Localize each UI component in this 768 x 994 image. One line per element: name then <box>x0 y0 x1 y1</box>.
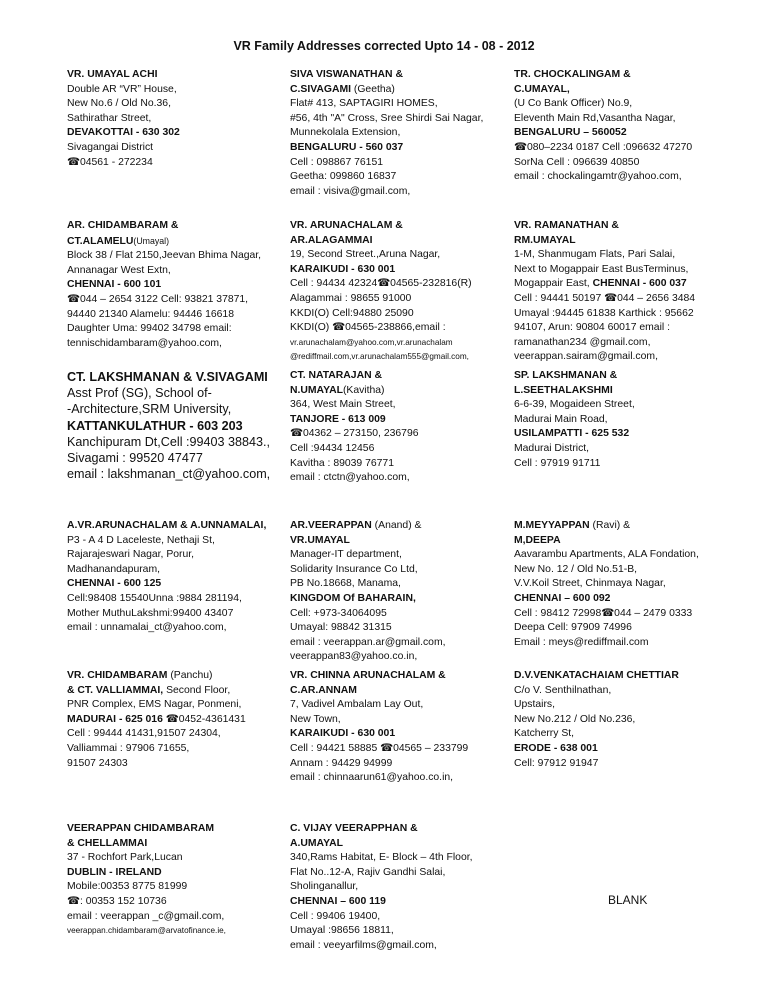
address-line: Cell :94434 12456 <box>290 442 375 454</box>
address-line: 37 - Rochfort Park,Lucan <box>67 852 183 864</box>
address-line: Madurai Main Road, <box>514 413 608 425</box>
address-line: email : unnamalai_ct@yahoo.com, <box>67 622 227 634</box>
address-block <box>514 219 695 365</box>
address-line: AR. CHIDAMBARAM & <box>67 220 179 231</box>
address-line: CHENNAI – 600 119 <box>290 895 386 907</box>
address-line: ☎04362 – 273150, 236796 <box>290 428 419 440</box>
address-line: P3 - A 4 D Laceleste, Nethaji St, <box>67 534 215 546</box>
address-line: KKDI(O) Cell:94880 25090 <box>290 307 414 319</box>
address-line: email : veerappan.ar@gmail.com, <box>290 636 446 648</box>
address-block <box>290 219 472 365</box>
address-line: 91507 24303 <box>67 757 128 769</box>
address-line: 364, West Main Street, <box>290 399 396 411</box>
address-line: CHENNAI – 600 092 <box>514 592 611 604</box>
address-line: Madhanandapuram, <box>67 563 161 575</box>
address-line: VR.UMAYAL <box>290 534 350 546</box>
address-line: VEERAPPAN CHIDAMBARAM <box>67 823 215 834</box>
address-line: M.MEYYAPPAN (Ravi) & <box>514 520 631 531</box>
address-block <box>290 68 483 199</box>
address-line: TR. CHOCKALINGAM & <box>514 69 631 80</box>
address-block <box>514 369 635 471</box>
address-line: 1-M, Shanmugam Flats, Pari Salai, <box>514 249 676 261</box>
address-line: email : chinnaarun61@yahoo.co.in, <box>290 772 454 784</box>
address-line: VR. ARUNACHALAM & <box>290 220 403 231</box>
address-line: Mogappair East, CHENNAI - 600 037 <box>514 278 687 290</box>
address-block <box>290 369 419 486</box>
address-line: 340,Rams Habitat, E- Block – 4th Floor, <box>290 852 473 864</box>
address-line: 6-6-39, Mogaideen Street, <box>514 399 635 411</box>
address-line: veerappan.sairam@gmail.com, <box>514 351 658 363</box>
address-line: & CHELLAMMAI <box>67 837 148 849</box>
address-block <box>67 219 261 351</box>
address-line: Upstairs, <box>514 699 555 711</box>
address-line: Rajarajeswari Nagar, Porur, <box>67 549 195 561</box>
address-line: AR.ALAGAMMAI <box>290 234 373 246</box>
address-line: KINGDOM Of BAHARAIN, <box>290 592 416 604</box>
address-line: Sivagangai District <box>67 141 154 153</box>
address-line: DEVAKOTTAI - 630 302 <box>67 127 180 139</box>
address-line: CT. LAKSHMANAN & V.SIVAGAMI <box>67 370 268 384</box>
address-line: Mobile:00353 8775 81999 <box>67 881 188 893</box>
address-line: C/o V. Senthilnathan, <box>514 684 612 696</box>
address-line: New Town, <box>290 713 341 725</box>
address-line: C. VIJAY VEERAPPHAN & <box>290 823 418 834</box>
address-line: @rediffmail.com,vr.arunachalam555@gmail.com, <box>290 352 469 362</box>
address-line: Cell:98408 15540Unna :9884 281194, <box>67 592 242 604</box>
address-line: Cell: +973-34064095 <box>290 607 387 619</box>
address-line: TANJORE - 613 009 <box>290 413 386 425</box>
address-block <box>67 369 270 482</box>
address-line: Annam : 94429 94999 <box>290 757 393 769</box>
address-block <box>290 519 446 665</box>
address-line: KATTANKULATHUR - 603 203 <box>67 418 243 433</box>
address-line: D.V.VENKATACHAIAM CHETTIAR <box>514 670 679 681</box>
address-line: AR.VEERAPPAN (Anand) & <box>290 520 422 531</box>
address-line: Umayal: 98842 31315 <box>290 622 392 634</box>
address-line: -Architecture,SRM University, <box>67 402 232 417</box>
address-line: Email : meys@rediffmail.com <box>514 636 649 648</box>
address-line: Geetha: 099860 16837 <box>290 171 397 183</box>
address-line: Manager-IT department, <box>290 549 402 561</box>
address-line: PNR Complex, EMS Nagar, Ponmeni, <box>67 699 242 711</box>
address-line: Solidarity Insurance Co Ltd, <box>290 563 418 575</box>
address-line: SP. LAKSHMANAN & <box>514 370 618 381</box>
address-line: M,DEEPA <box>514 534 561 546</box>
address-block <box>67 822 226 939</box>
address-line: 7, Vadivel Ambalam Lay Out, <box>290 699 424 711</box>
address-line: New No.212 / Old No.236, <box>514 713 636 725</box>
address-line: CHENNAI - 600 125 <box>67 578 162 590</box>
address-line: Cell : 99406 19400, <box>290 910 381 922</box>
address-line: Cell : 99444 41431,91507 24304, <box>67 728 221 740</box>
address-line: New No. 12 / Old No.51-B, <box>514 563 638 575</box>
address-line: Umayal :98656 18811, <box>290 925 394 937</box>
address-line: tennischidambaram@yahoo.com, <box>67 337 222 349</box>
address-block <box>514 669 679 771</box>
address-line: veerappan83@yahoo.co.in, <box>290 651 418 663</box>
address-line: BENGALURU - 560 037 <box>290 141 404 153</box>
address-line: ☎080–2234 0187 Cell :096632 47270 <box>514 141 693 153</box>
address-line: Aavarambu Apartments, ALA Fondation, <box>514 549 699 561</box>
address-line: C.UMAYAL, <box>514 83 570 95</box>
address-line: veerappan.chidambaram@arvatofinance.ie, <box>67 926 226 936</box>
address-line: Annanagar West Extn, <box>67 264 171 276</box>
address-line: email : veeyarfilms@gmail.com, <box>290 939 437 951</box>
address-line: USILAMPATTI - 625 532 <box>514 428 630 440</box>
address-line: ☎: 00353 152 10736 <box>67 895 167 907</box>
address-line: email : veerappan _c@gmail.com, <box>67 910 225 922</box>
address-line: Cell : 098867 76151 <box>290 156 384 168</box>
address-line: & CT. VALLIAMMAI, Second Floor, <box>67 684 231 696</box>
address-block <box>514 68 692 185</box>
address-line: VR. RAMANATHAN & <box>514 220 619 231</box>
address-line: SIVA VISWANATHAN & <box>290 69 403 80</box>
address-line: Asst Prof (SG), School of- <box>67 386 212 401</box>
address-line: A.VR.ARUNACHALAM & A.UNNAMALAI, <box>67 520 267 531</box>
address-line: Katcherry St, <box>514 728 575 740</box>
address-line: L.SEETHALAKSHMI <box>514 384 613 396</box>
address-line: N.UMAYAL(Kavitha) <box>290 384 385 396</box>
address-line: Eleventh Main Rd,Vasantha Nagar, <box>514 112 676 124</box>
address-line: Flat No..12-A, Rajiv Gandhi Salai, <box>290 866 446 878</box>
address-block <box>290 822 473 953</box>
address-line: KKDI(O) ☎04565-238866,email : <box>290 322 446 334</box>
address-line: KARAIKUDI - 630 001 <box>290 728 396 740</box>
address-line: Munnekolala Extension, <box>290 127 401 139</box>
address-line: BENGALURU – 560052 <box>514 127 627 139</box>
address-line: CT.ALAMELU(Umayal) <box>67 235 170 247</box>
address-line: VR. CHIDAMBARAM (Panchu) <box>67 670 213 681</box>
address-line: Cell : 94441 50197 ☎044 – 2656 3484 <box>514 292 696 304</box>
page-title: VR Family Addresses corrected Upto 14 - 08 - 2012 <box>233 39 535 53</box>
address-line: ERODE - 638 001 <box>514 742 598 754</box>
address-line: email : visiva@gmail.com, <box>290 185 411 197</box>
address-line: Double AR “VR” House, <box>67 83 177 95</box>
address-line: Cell: 97912 91947 <box>514 757 599 769</box>
address-line: Cell : 97919 91711 <box>514 457 601 469</box>
address-line: Sholinganallur, <box>290 881 359 893</box>
address-line: RM.UMAYAL <box>514 234 576 246</box>
address-line: (U Co Bank Officer) No.9, <box>514 98 633 110</box>
address-block <box>514 519 699 650</box>
address-line: ☎04561 - 272234 <box>67 156 153 168</box>
address-block <box>67 519 266 636</box>
address-line: email : chockalingamtr@yahoo.com, <box>514 171 682 183</box>
address-line: Deepa Cell: 97909 74996 <box>514 622 632 634</box>
address-line: Block 38 / Flat 2150,Jeevan Bhima Nagar, <box>67 250 262 262</box>
address-line: ☎044 – 2654 3122 Cell: 93821 37871, <box>67 293 249 305</box>
address-line: Umayal :94445 61838 Karthick : 95662 <box>514 307 694 319</box>
address-line: KARAIKUDI - 630 001 <box>290 263 396 275</box>
address-line: Cell : 98412 72998☎044 – 2479 0333 <box>514 607 693 619</box>
address-line: DUBLIN - IRELAND <box>67 866 162 878</box>
address-line: PB No.18668, Manama, <box>290 578 401 590</box>
address-line: CT. NATARAJAN & <box>290 370 382 381</box>
address-block <box>67 669 246 771</box>
address-line: Cell : 94421 58885 ☎04565 – 233799 <box>290 742 469 754</box>
address-line: Kanchipuram Dt,Cell :99403 38843., <box>67 434 271 449</box>
address-line: vr.arunachalam@yahoo.com,vr.arunachalam <box>290 337 453 347</box>
address-line: Daughter Uma: 99402 34798 email: <box>67 323 232 335</box>
address-line: Flat# 413, SAPTAGIRI HOMES, <box>290 98 438 110</box>
address-line: Kavitha : 89039 76771 <box>290 457 394 469</box>
address-line: Valliammai : 97906 71655, <box>67 742 190 754</box>
address-line: Sathirathar Street, <box>67 112 152 124</box>
address-line: #56, 4th "A" Cross, Sree Shirdi Sai Nagar, <box>290 112 484 124</box>
address-line: C.SIVAGAMI (Geetha) <box>290 83 395 95</box>
address-line: New No.6 / Old No.36, <box>67 98 171 110</box>
address-line: Next to Mogappair East BusTerminus, <box>514 263 689 275</box>
address-line: VR. CHINNA ARUNACHALAM & <box>290 670 446 681</box>
address-line: email : lakshmanan_ct@yahoo.com, <box>67 467 271 482</box>
address-line: Madurai District, <box>514 442 590 454</box>
address-line: CHENNAI - 600 101 <box>67 279 162 291</box>
address-line: V.V.Koil Street, Chinmaya Nagar, <box>514 578 666 590</box>
address-line: ramanathan234 @gmail.com, <box>514 336 651 348</box>
address-line: Alagammai : 98655 91000 <box>290 292 412 304</box>
address-line: A.UMAYAL <box>290 837 343 849</box>
address-line: 94440 21340 Alamelu: 94446 16618 <box>67 308 234 320</box>
address-line: Sivagami : 99520 47477 <box>67 451 203 466</box>
address-line: 94107, Arun: 90804 60017 email : <box>514 322 670 334</box>
address-block <box>67 68 180 170</box>
address-line: email : ctctn@yahoo.com, <box>290 472 410 484</box>
address-line: C.AR.ANNAM <box>290 684 357 696</box>
address-line: Cell : 94434 42324☎04565-232816(R) <box>290 278 472 290</box>
address-line: 19, Second Street.,Aruna Nagar, <box>290 249 441 261</box>
address-line: Mother MuthuLakshmi:99400 43407 <box>67 607 234 619</box>
blank-label: BLANK <box>608 893 648 907</box>
address-line: SorNa Cell : 096639 40850 <box>514 156 640 168</box>
address-line: MADURAI - 625 016 ☎0452-4361431 <box>67 713 246 725</box>
address-line: VR. UMAYAL ACHI <box>67 69 158 80</box>
address-block <box>290 669 468 786</box>
